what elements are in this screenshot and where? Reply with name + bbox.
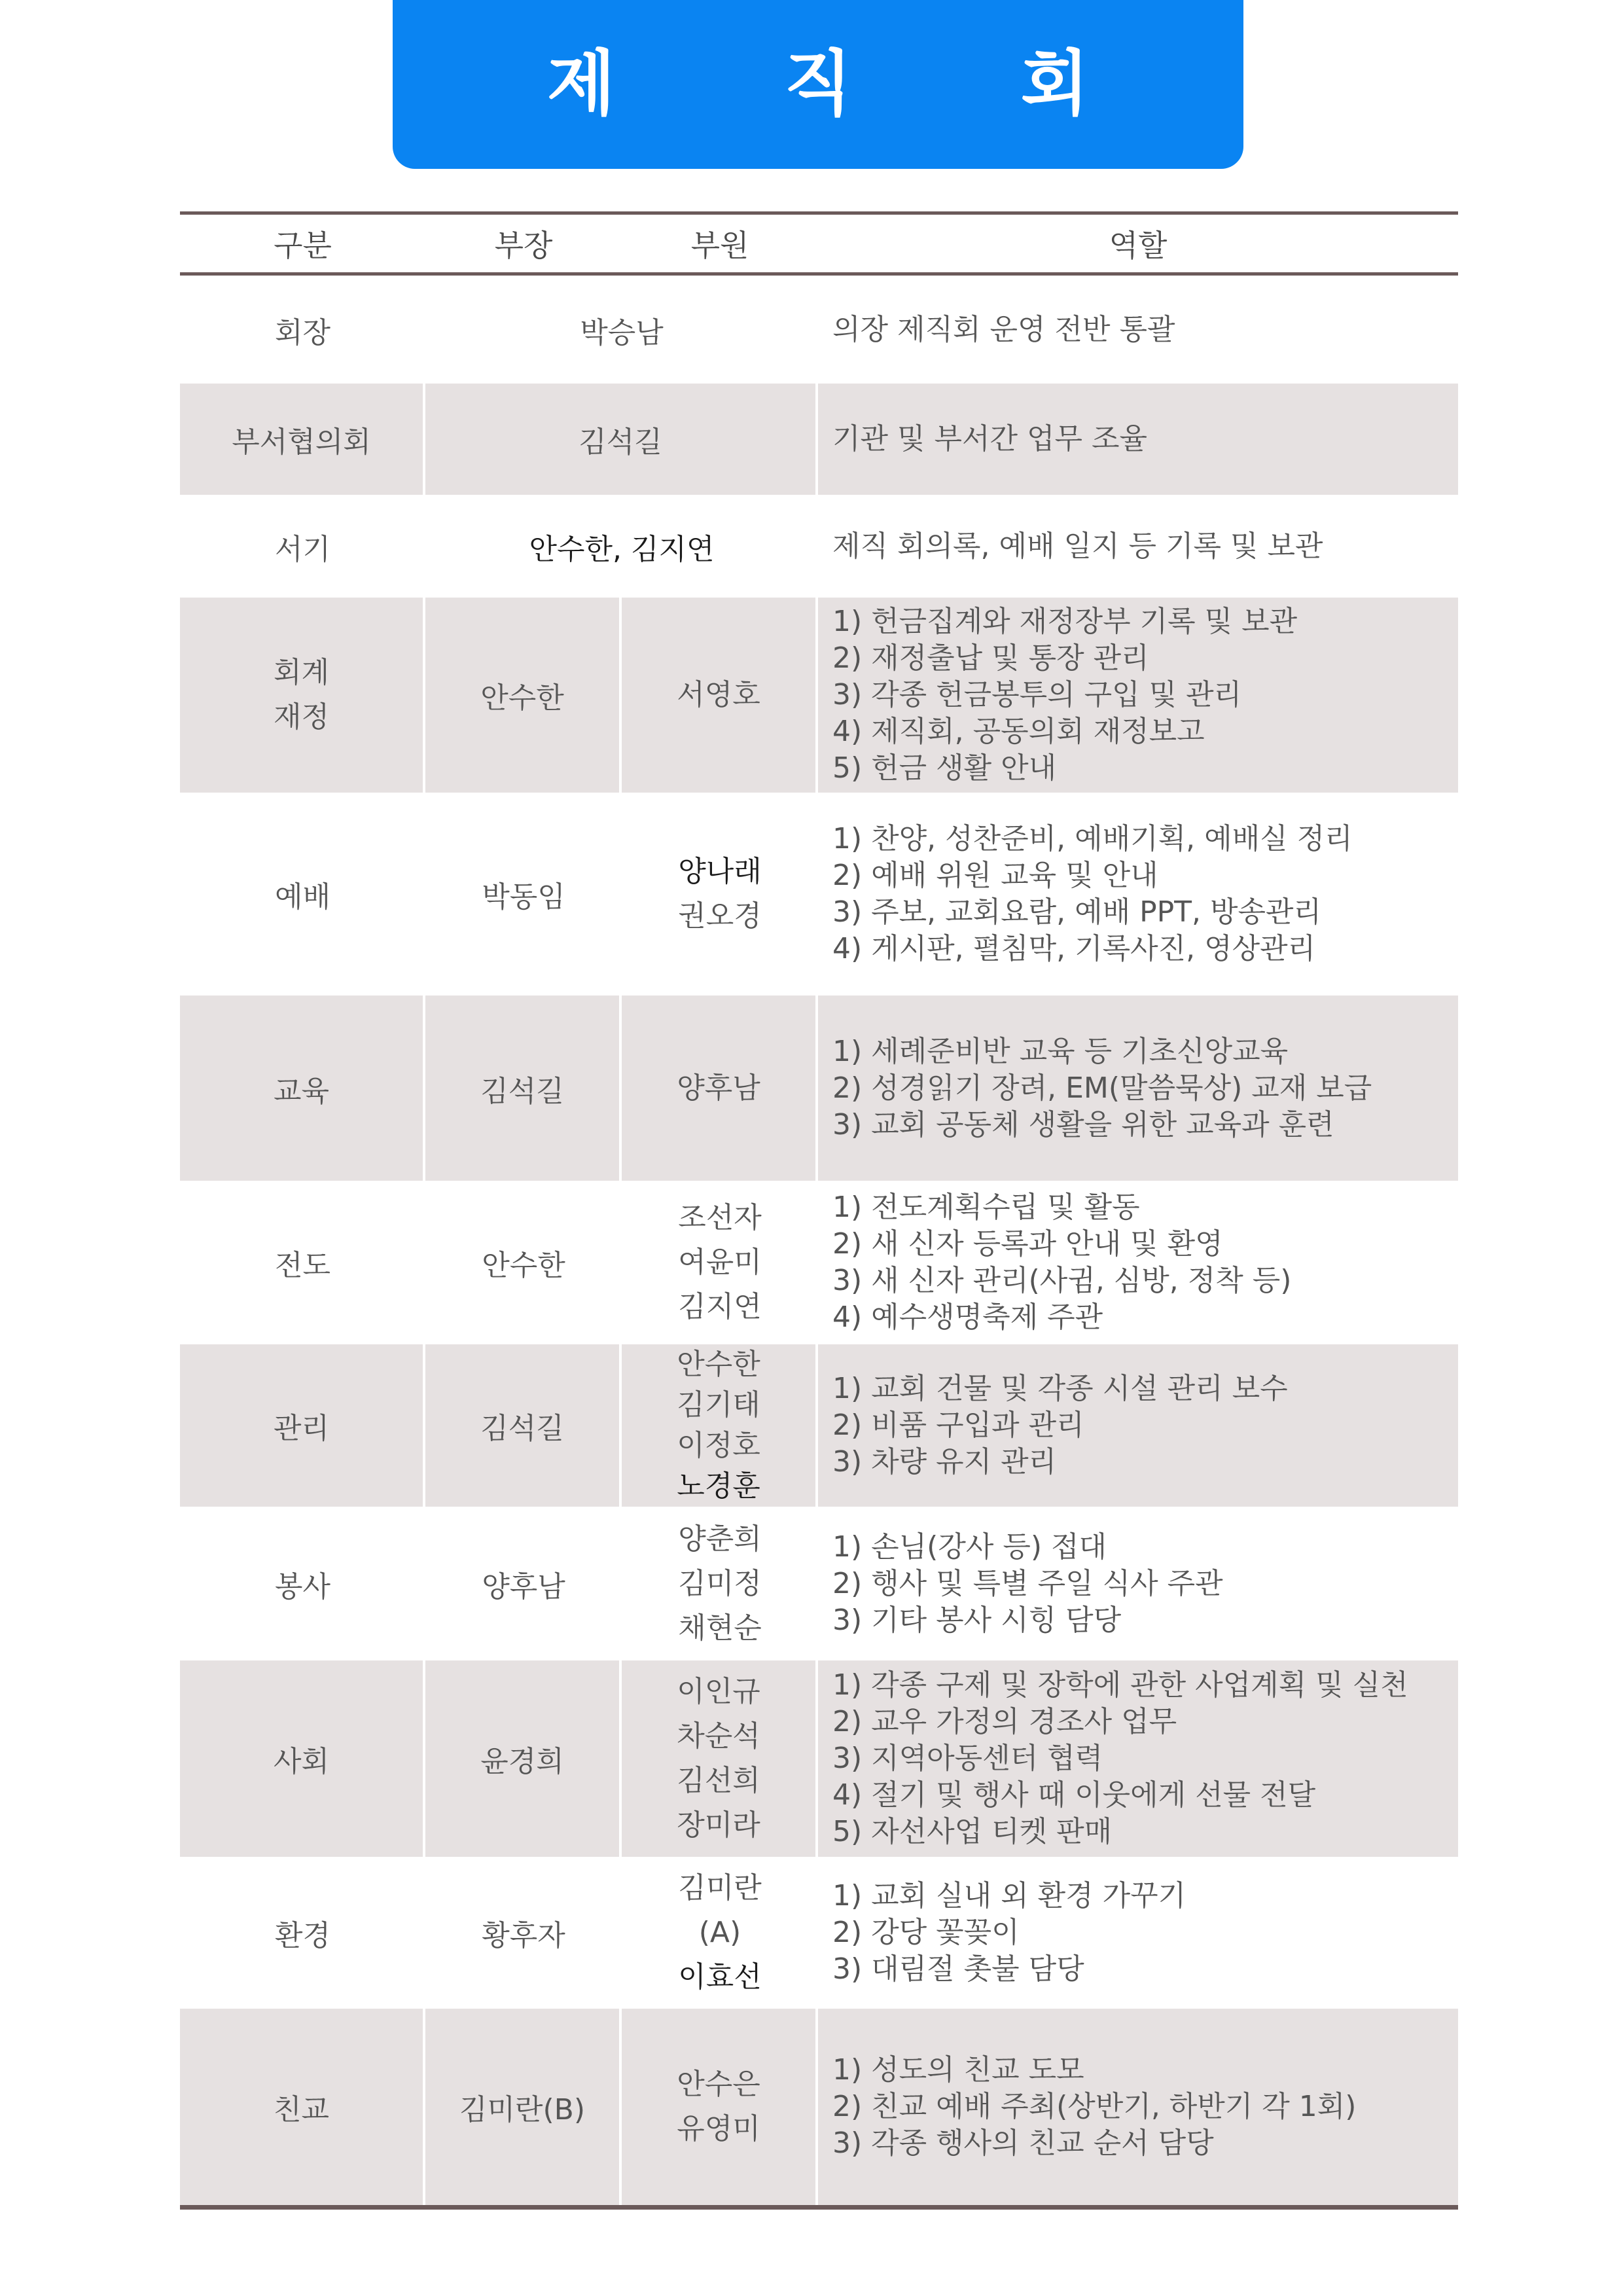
member-name: 이효선 (678, 1960, 762, 1994)
header-category: 구분 (274, 228, 332, 263)
member-name: 양춘희 (678, 1522, 762, 1556)
member-name: 안수은 (677, 2068, 760, 2101)
member-name: 양나래 (678, 855, 762, 888)
table-row (180, 495, 1458, 598)
row-category: 전도 (274, 1249, 330, 1282)
row-chief: 안수한 (425, 598, 622, 793)
member-name: 김선희 (677, 1764, 760, 1797)
role-line: 5) 자선사업 티켓 판매 (832, 1815, 1113, 1848)
row-roles (818, 996, 1458, 1181)
row-chief: 안수한 (482, 1249, 565, 1282)
role-line: 3) 각종 헌금봉투의 구입 및 관리 (832, 678, 1242, 711)
header-chief: 부장 (494, 228, 553, 263)
row-members (622, 1660, 818, 1857)
row-members (622, 1344, 818, 1507)
table-header (180, 215, 1458, 276)
row-category: 관리 (180, 1344, 425, 1507)
role-line: 2) 강당 꽃꽂이 (832, 1916, 1020, 1949)
member-name: 안수한 (677, 1348, 760, 1381)
role-line: 2) 교우 가정의 경조사 업무 (832, 1705, 1177, 1738)
title-banner (393, 0, 1243, 169)
row-chief: 윤경희 (425, 1660, 622, 1857)
row-category: 회장 (274, 315, 330, 350)
row-chief: 김미란(B) (425, 2009, 622, 2205)
header-role: 역할 (1109, 228, 1168, 263)
row-members (622, 996, 818, 1181)
row-roles (818, 793, 1458, 996)
row-category: 예배 (274, 880, 330, 914)
row-category: 사회 (180, 1660, 425, 1857)
role-line: 3) 교회 공동체 생활을 위한 교육과 훈련 (832, 1107, 1334, 1141)
page-title: 제 직 회 (546, 43, 1162, 125)
role-line: 4) 절기 및 행사 때 이웃에게 선물 전달 (832, 1778, 1316, 1812)
row-category: 봉사 (274, 1570, 330, 1604)
row-chief: 박동임 (482, 880, 565, 914)
member-name: 김미란 (678, 1871, 762, 1905)
row-chief: 양후남 (482, 1570, 565, 1604)
row-roles (818, 598, 1458, 793)
member-name: (A) (698, 1916, 741, 1949)
role-line: 1) 전도계획수립 및 활동 (832, 1191, 1140, 1224)
role-line: 1) 교회 건물 및 각종 시설 관리 보수 (832, 1372, 1288, 1405)
row-members (622, 793, 818, 996)
member-name: 조선자 (678, 1201, 762, 1234)
role-line: 2) 새 신자 등록과 안내 및 환영 (832, 1227, 1223, 1261)
role-line: 의장 제직회 운영 전반 통괄 (832, 312, 1175, 346)
row-chief: 김석길 (425, 996, 622, 1181)
row-category: 교육 (180, 996, 425, 1181)
member-name: 장미라 (677, 1808, 760, 1842)
member-name: 김미정 (678, 1566, 762, 1600)
role-line: 2) 친교 예배 주최(상반기, 하반기 각 1회) (832, 2090, 1357, 2123)
row-members (622, 1507, 818, 1660)
role-line: 1) 세례준비반 교육 등 기초신앙교육 (832, 1034, 1289, 1068)
member-name: 김기태 (677, 1388, 760, 1422)
row-members (622, 1857, 818, 2009)
table-row (180, 1344, 1458, 1507)
row-roles (818, 384, 1458, 495)
role-line: 3) 각종 행사의 친교 순서 담당 (832, 2126, 1214, 2160)
row-roles (818, 495, 1458, 598)
row-roles (818, 1507, 1458, 1660)
role-line: 5) 헌금 생활 안내 (832, 751, 1057, 785)
role-line: 기관 및 부서간 업무 조율 (832, 422, 1147, 456)
table-row (180, 1660, 1458, 1857)
row-roles (818, 276, 1458, 384)
role-line: 1) 헌금집계와 재정장부 기록 및 보관 (832, 605, 1298, 638)
role-line: 4) 제직회, 공동의회 재정보고 (832, 715, 1205, 748)
member-name: 서영호 (677, 678, 760, 711)
table-row (180, 996, 1458, 1181)
member-name: 김지연 (678, 1290, 762, 1323)
row-category: 환경 (274, 1919, 330, 1952)
table-row (180, 1507, 1458, 1660)
role-line: 2) 비품 구입과 관리 (832, 1408, 1084, 1442)
row-category: 친교 (180, 2009, 425, 2205)
row-chief: 김석길 (425, 1344, 622, 1507)
role-line: 3) 지역아동센터 협력 (832, 1742, 1103, 1775)
role-line: 1) 찬양, 성찬준비, 예배기획, 예배실 정리 (832, 822, 1353, 855)
role-line: 4) 게시판, 펼침막, 기록사진, 영상관리 (832, 932, 1316, 965)
row-roles (818, 1344, 1458, 1507)
row-chief: 박승남 (580, 315, 664, 350)
role-line: 3) 새 신자 관리(사귐, 심방, 정착 등) (832, 1264, 1292, 1297)
member-name: 유영미 (677, 2112, 760, 2145)
table-row (180, 2009, 1458, 2205)
row-roles (818, 1857, 1458, 2009)
row-roles (818, 2009, 1458, 2205)
role-line: 1) 성도의 친교 도모 (832, 2053, 1084, 2087)
table-row (180, 384, 1458, 495)
row-chief: 안수한, 김지연 (529, 532, 715, 566)
role-line: 4) 예수생명축제 주관 (832, 1300, 1103, 1334)
member-name: 노경훈 (677, 1469, 760, 1503)
table-row (180, 598, 1458, 793)
role-line: 제직 회의록, 예배 일지 등 기록 및 보관 (832, 529, 1323, 563)
row-category: 부서협의회 (180, 384, 425, 495)
row-chief: 김석길 (425, 384, 818, 495)
category-line: 회계 (273, 656, 329, 689)
member-name: 이정호 (677, 1429, 760, 1462)
role-line: 3) 차량 유지 관리 (832, 1445, 1057, 1479)
row-chief: 황후자 (482, 1919, 565, 1952)
table-row (180, 276, 1458, 384)
role-line: 2) 성경읽기 장려, EM(말씀묵상) 교재 보급 (832, 1071, 1372, 1105)
row-members (622, 598, 818, 793)
row-category (180, 598, 425, 793)
member-name: 양후남 (677, 1071, 760, 1105)
row-members (622, 1181, 818, 1344)
table-row (180, 793, 1458, 996)
row-members (622, 2009, 818, 2205)
row-category: 서기 (274, 532, 330, 566)
member-name: 이인규 (677, 1675, 760, 1708)
role-line: 2) 행사 및 특별 주일 식사 주관 (832, 1566, 1223, 1600)
role-line: 2) 예배 위원 교육 및 안내 (832, 859, 1158, 892)
role-line: 1) 각종 구제 및 장학에 관한 사업계획 및 실천 (832, 1668, 1408, 1702)
member-name: 권오경 (678, 899, 762, 933)
member-name: 여윤미 (678, 1246, 762, 1279)
role-line: 2) 재정출납 및 통장 관리 (832, 641, 1149, 675)
role-line: 3) 기타 봉사 시힝 담당 (832, 1603, 1122, 1637)
role-line: 3) 주보, 교회요람, 예배 PPT, 방송관리 (832, 895, 1322, 929)
category-line: 재정 (273, 700, 329, 734)
row-roles (818, 1181, 1458, 1344)
member-name: 채현순 (678, 1611, 762, 1645)
role-line: 3) 대림절 촛불 담당 (832, 1952, 1084, 1986)
row-roles (818, 1660, 1458, 1857)
table-row (180, 1857, 1458, 2009)
member-name: 차순석 (677, 1719, 760, 1753)
committee-table (180, 211, 1458, 2210)
table-row (180, 1181, 1458, 1344)
role-line: 1) 손님(강사 등) 접대 (832, 1530, 1107, 1564)
role-line: 1) 교회 실내 외 환경 가꾸기 (832, 1879, 1186, 1912)
header-members: 부원 (690, 228, 749, 263)
